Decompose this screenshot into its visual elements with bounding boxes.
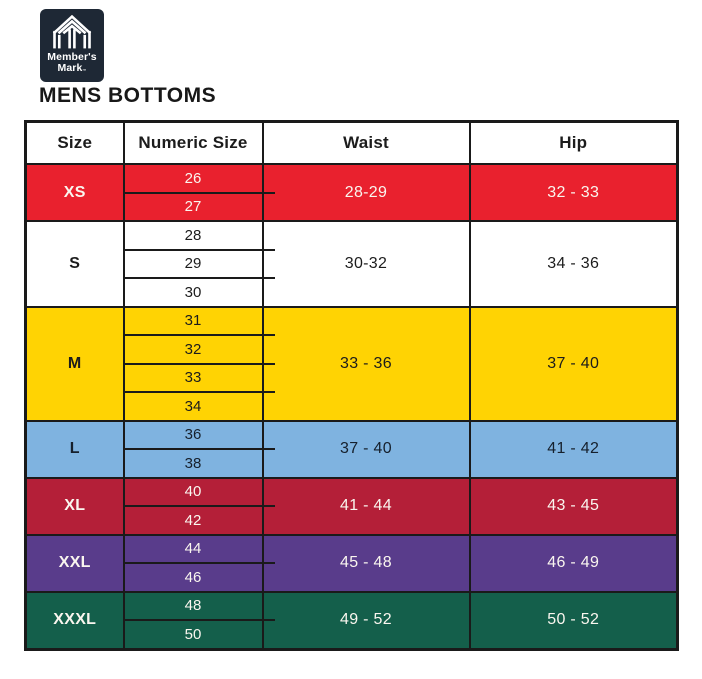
table-row bbox=[26, 221, 678, 250]
numeric-size-cell: 48 bbox=[124, 592, 263, 621]
size-cell-xxl: XXL bbox=[26, 535, 124, 592]
trademark-symbol: ™ bbox=[82, 68, 87, 74]
table-row bbox=[26, 421, 678, 450]
waist-cell-xxl: 45 - 48 bbox=[263, 535, 470, 592]
hip-cell-xs: 32 - 33 bbox=[470, 164, 678, 221]
numeric-size-cell: 29 bbox=[124, 250, 263, 279]
waist-cell-xxxl: 49 - 52 bbox=[263, 592, 470, 650]
waist-cell-xs: 28-29 bbox=[263, 164, 470, 221]
table-row bbox=[26, 307, 678, 336]
waist-cell-xl: 41 - 44 bbox=[263, 478, 470, 535]
numeric-size-cell: 26 bbox=[124, 164, 263, 193]
numeric-size-cell: 46 bbox=[124, 563, 263, 592]
column-header-waist: Waist bbox=[263, 122, 470, 165]
column-header-hip: Hip bbox=[470, 122, 678, 165]
members-mark-logo bbox=[40, 9, 104, 82]
numeric-size-cell: 31 bbox=[124, 307, 263, 336]
table-header-row bbox=[26, 122, 678, 165]
logo-line1: Member's bbox=[47, 51, 97, 63]
waist-cell-s: 30-32 bbox=[263, 221, 470, 307]
numeric-size-cell: 44 bbox=[124, 535, 263, 564]
waist-cell-m: 33 - 36 bbox=[263, 307, 470, 421]
size-cell-xxxl: XXXL bbox=[26, 592, 124, 650]
column-header-numeric-size: Numeric Size bbox=[124, 122, 263, 165]
numeric-size-cell: 40 bbox=[124, 478, 263, 507]
size-chart-table bbox=[24, 120, 679, 651]
size-cell-xl: XL bbox=[26, 478, 124, 535]
numeric-size-cell: 50 bbox=[124, 620, 263, 649]
size-cell-l: L bbox=[26, 421, 124, 478]
members-mark-m-icon bbox=[49, 15, 95, 50]
hip-cell-xxxl: 50 - 52 bbox=[470, 592, 678, 650]
hip-cell-xl: 43 - 45 bbox=[470, 478, 678, 535]
numeric-size-cell: 28 bbox=[124, 221, 263, 250]
table-row bbox=[26, 478, 678, 507]
table-row bbox=[26, 592, 678, 621]
hip-cell-s: 34 - 36 bbox=[470, 221, 678, 307]
numeric-size-cell: 32 bbox=[124, 335, 263, 364]
numeric-size-cell: 38 bbox=[124, 449, 263, 478]
waist-cell-l: 37 - 40 bbox=[263, 421, 470, 478]
numeric-size-cell: 36 bbox=[124, 421, 263, 450]
hip-cell-m: 37 - 40 bbox=[470, 307, 678, 421]
logo-line2: Mark™ bbox=[57, 62, 87, 75]
numeric-size-cell: 33 bbox=[124, 364, 263, 393]
hip-cell-l: 41 - 42 bbox=[470, 421, 678, 478]
hip-cell-xxl: 46 - 49 bbox=[470, 535, 678, 592]
numeric-size-cell: 34 bbox=[124, 392, 263, 421]
members-mark-wordmark bbox=[47, 52, 96, 74]
size-cell-s: S bbox=[26, 221, 124, 307]
numeric-size-cell: 27 bbox=[124, 193, 263, 222]
size-cell-xs: XS bbox=[26, 164, 124, 221]
column-header-size: Size bbox=[26, 122, 124, 165]
table-row bbox=[26, 535, 678, 564]
numeric-size-cell: 30 bbox=[124, 278, 263, 307]
numeric-size-cell: 42 bbox=[124, 506, 263, 535]
size-cell-m: M bbox=[26, 307, 124, 421]
table-row bbox=[26, 164, 678, 193]
page-title: MENS BOTTOMS bbox=[39, 84, 217, 107]
